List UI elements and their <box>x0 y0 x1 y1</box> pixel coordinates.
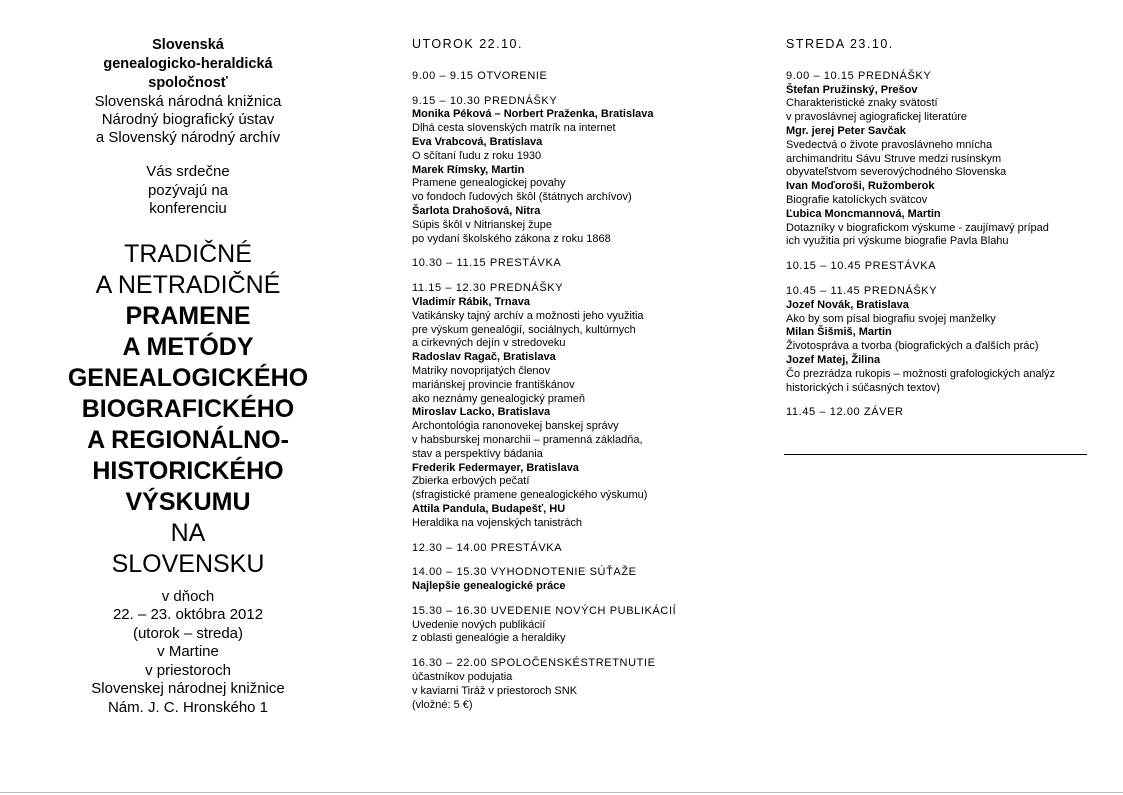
talk-title: ako neznámy genealogický prameň <box>412 392 586 405</box>
session-label: 9.00 – 9.15 OTVORENIE <box>412 69 548 82</box>
session-label: 12.30 – 14.00 PRESTÁVKA <box>412 541 563 554</box>
detail-line: v Martine <box>157 643 219 660</box>
session-text: v kaviarni Tiráž v priestoroch SNK <box>412 684 578 697</box>
speaker-name: Radoslav Ragač, Bratislava <box>412 351 556 364</box>
session-label: 16.30 – 22.00 SPOLOČENSKÉSTRETNUTIE <box>412 657 656 670</box>
wednesday-heading: STREDA 23.10. <box>786 37 894 51</box>
talk-title: obyvateľstvom severovýchodného Slovenska <box>786 166 1007 179</box>
speaker-name: Eva Vrabcová, Bratislava <box>412 135 543 148</box>
talk-title: Biografie katolíckych svätcov <box>786 193 928 206</box>
session-lectures-1 <box>412 95 742 247</box>
title-line: PRAMENE <box>125 301 251 330</box>
session-label: 15.30 – 16.30 UVEDENIE NOVÝCH PUBLIKÁCIÍ <box>412 604 677 617</box>
talk-title: historických i súčasných textov) <box>786 381 941 394</box>
detail-line: v dňoch <box>161 587 215 605</box>
talk-title: a cirkevných dejín v stredoveku <box>412 337 566 350</box>
talk-title: Pramene genealogickej povahy <box>412 177 566 190</box>
title-line: VÝSKUMU <box>125 487 251 516</box>
session-label: 14.00 – 15.30 VYHODNOTENIE SÚŤAŽE <box>412 566 637 579</box>
title-line: A METÓDY <box>122 332 254 361</box>
institution-line: a Slovenský národný archív <box>95 129 281 146</box>
session-label: 10.15 – 10.45 PRESTÁVKA <box>786 260 937 273</box>
talk-title: stav a perspektívy bádania <box>412 447 543 460</box>
session-subtitle: Najlepšie genealogické práce <box>412 580 566 593</box>
title-line: TRADIČNÉ <box>124 239 252 268</box>
page-bottom-divider <box>0 792 1123 793</box>
session-lectures-3 <box>786 70 1091 249</box>
session-publications <box>412 605 742 646</box>
speaker-name: Ivan Moďoroši, Ružomberok <box>786 180 935 193</box>
talk-title: v habsburskej monarchii – pramenná základňa, <box>412 433 643 446</box>
speaker-name: Milan Šišmiš, Martin <box>786 326 892 339</box>
institution-line: Slovenská národná knižnica <box>94 93 282 110</box>
session-lectures-2 <box>412 282 742 530</box>
detail-line: Slovenskej národnej knižnice <box>91 680 285 697</box>
title-line: BIOGRAFICKÉHO <box>81 394 295 423</box>
title-line: SLOVENSKU <box>111 549 265 578</box>
event-details <box>30 588 346 718</box>
talk-title: Dlhá cesta slovenských matrík na internet <box>412 122 616 135</box>
session-text: (vložné: 5 €) <box>412 698 473 711</box>
title-line: NA <box>170 518 206 547</box>
detail-line: 22. – 23. októbra 2012 <box>112 606 264 623</box>
organizer-line: spoločnosť <box>148 75 228 91</box>
session-closing <box>786 406 1091 420</box>
institution-line: Národný biografický ústav <box>101 111 275 128</box>
talk-title: mariánskej provincie františkánov <box>412 378 575 391</box>
talk-title: Súpis škôl v Nitrianskej župe <box>412 218 553 231</box>
session-competition <box>412 566 742 594</box>
title-line: HISTORICKÉHO <box>92 456 284 485</box>
title-line: GENEALOGICKÉHO <box>67 363 309 392</box>
session-opening <box>412 70 742 84</box>
speaker-name: Miroslav Lacko, Bratislava <box>412 406 551 419</box>
talk-title: Dotazníky v biografickom výskume - zaujímavý prípad <box>786 221 1049 234</box>
talk-title: Archontológia ranonovekej banskej správy <box>412 420 619 433</box>
talk-title: O sčítaní ľudu z roku 1930 <box>412 149 542 162</box>
organizer-society <box>30 36 346 93</box>
invitation-column <box>30 36 346 717</box>
session-text: Uvedenie nových publikácií <box>412 618 546 631</box>
talk-title: Matriky novoprijatých členov <box>412 364 551 377</box>
talk-title: Svedectvá o živote pravoslávneho mnícha <box>786 138 993 151</box>
session-label: 11.45 – 12.00 ZÁVER <box>786 406 904 419</box>
detail-line: v priestoroch <box>145 661 231 679</box>
speaker-name: Mgr. jerej Peter Savčak <box>786 124 906 137</box>
invitation-text <box>30 163 346 219</box>
session-label: 10.45 – 11.45 PREDNÁŠKY <box>786 284 938 297</box>
detail-line: (utorok – streda) <box>132 624 244 642</box>
session-label: 9.00 – 10.15 PREDNÁŠKY <box>786 69 932 82</box>
session-label: 10.30 – 11.15 PRESTÁVKA <box>412 257 562 270</box>
speaker-name: Vladimír Rábik, Trnava <box>412 295 530 308</box>
detail-line: Nám. J. C. Hronského 1 <box>107 698 269 716</box>
organizer-line: genealogicko-heraldická <box>103 56 273 72</box>
talk-title: pre výskum genealógií, sociálnych, kultúrnych <box>412 323 636 336</box>
speaker-name: Štefan Pružinský, Prešov <box>786 83 918 96</box>
title-line: A REGIONÁLNO- <box>87 425 289 454</box>
talk-title: Vatikánsky tajný archív a možnosti jeho využitia <box>412 309 644 322</box>
invite-line: pozývajú na <box>147 181 229 199</box>
session-text: účastníkov podujatia <box>412 671 513 684</box>
wednesday-program <box>786 38 1091 431</box>
talk-title: Zbierka erbových pečatí <box>412 475 530 488</box>
talk-title: archimandritu Sávu Struve medzi rusínskym <box>786 152 1002 165</box>
talk-title: Charakteristické znaky svätostí <box>786 97 938 110</box>
talk-title: Heraldika na vojenských tanistrách <box>412 516 582 529</box>
speaker-name: Jozef Matej, Žilina <box>786 353 881 366</box>
speaker-name: Ľubica Moncmannová, Martin <box>786 207 941 220</box>
talk-title: vo fondoch ľudových škôl (štátnych archívov) <box>412 191 632 204</box>
session-break-2 <box>412 542 742 556</box>
speaker-name: Marek Rímsky, Martin <box>412 163 525 176</box>
session-text: z oblasti genealógie a heraldiky <box>412 632 566 645</box>
tuesday-program <box>412 38 742 723</box>
speaker-name: Šarlota Drahošová, Nitra <box>412 204 541 217</box>
title-line: A NETRADIČNÉ <box>95 270 281 299</box>
organizer-line: Slovenská <box>152 37 224 53</box>
speaker-name: Jozef Novák, Bratislava <box>786 298 909 311</box>
invite-line: konferenciu <box>149 200 227 217</box>
speaker-name: Attila Pandula, Budapešť, HU <box>412 502 566 515</box>
conference-title <box>30 239 346 580</box>
session-label: 11.15 – 12.30 PREDNÁŠKY <box>412 282 564 295</box>
talk-title: po vydaní školského zákona z roku 1868 <box>412 232 611 245</box>
talk-title: Životospráva a tvorba (biografických a ďalších prác) <box>786 340 1039 353</box>
talk-title: (sfragistické pramene genealogického výskumu) <box>412 489 648 502</box>
organizer-institutions <box>30 93 346 147</box>
invite-line: Vás srdečne <box>146 163 230 180</box>
session-label: 9.15 – 10.30 PREDNÁŠKY <box>412 94 558 107</box>
talk-title: v pravoslávnej agiografickej literatúre <box>786 111 967 124</box>
talk-title: Ako by som písal biografiu svojej manželky <box>786 312 996 325</box>
talk-title: ich využitia pri výskume biografie Pavla Blahu <box>786 235 1009 248</box>
session-lectures-4 <box>786 285 1091 395</box>
signature-rule <box>784 454 1087 455</box>
talk-title: Čo prezrádza rukopis – možnosti grafologických analýz <box>786 367 1056 380</box>
session-break-1 <box>412 257 742 271</box>
session-social <box>412 657 742 712</box>
session-break-3 <box>786 260 1091 274</box>
speaker-name: Frederik Federmayer, Bratislava <box>412 461 579 474</box>
tuesday-heading: UTOROK 22.10. <box>412 37 523 51</box>
speaker-name: Monika Péková – Norbert Praženka, Bratislava <box>412 108 654 121</box>
